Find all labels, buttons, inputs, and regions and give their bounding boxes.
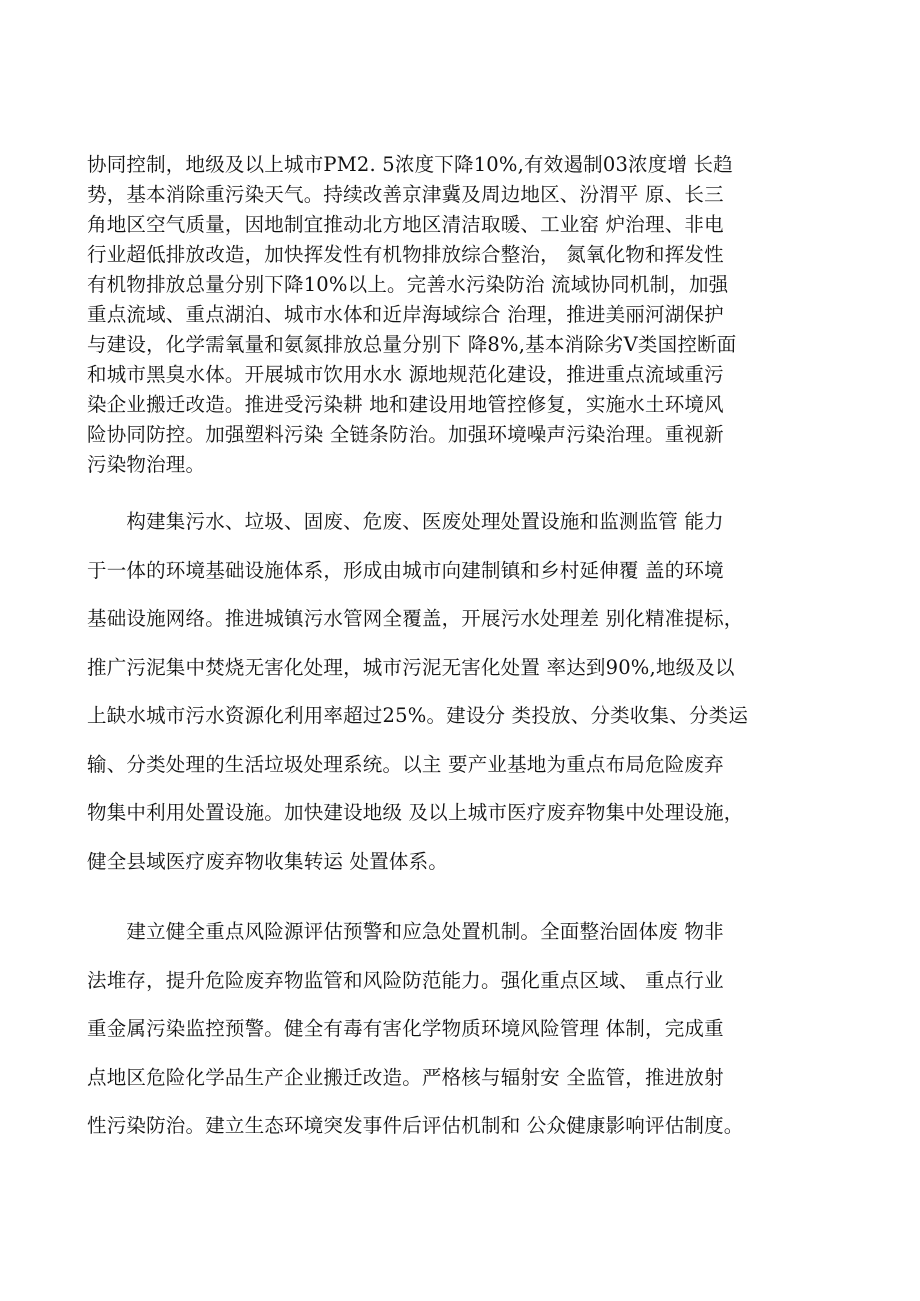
text-line: 污染物治理。 [87,453,206,476]
text-line: 法堆存，提升危险废弃物监管和风险防范能力。强化重点区域、 重点行业 [87,968,724,992]
text-line: 构建集污水、垃圾、固废、危废、医废处理处置设施和监测监管 能力 [87,510,724,533]
text-line: 势，基本消除重污染天气。持续改善京津冀及周边地区、汾渭平 原、长三 [87,183,724,206]
text-line: 险协同防控。加强塑料污染 全链条防治。加强环境噪声污染治理。重视新 [87,423,724,446]
text-line: 健全县域医疗废弃物收集转运 处置体系。 [87,849,448,873]
text-line: 有机物排放总量分别下降10%以上。完善水污染防治 流域协同机制，加强 [87,273,729,296]
paragraph-air-water-pollution [87,150,847,480]
paragraph-risk-management [87,908,847,1151]
text-line: 上缺水城市污水资源化利用率超过25%。建设分 类投放、分类收集、分类运 [87,704,749,727]
text-line: 物集中利用处置设施。加快建设地级 及以上城市医疗废弃物集中处理设施， [87,801,744,824]
text-line: 行业超低排放改造，加快挥发性有机物排放综合整治， 氮氧化物和挥发性 [87,243,724,266]
text-line: 点地区危险化学品生产企业搬迁改造。严格核与辐射安 全监管，推进放射 [87,1065,724,1089]
text-line: 角地区空气质量，因地制宜推动北方地区清洁取暖、工业窑 炉治理、非电 [87,213,724,236]
text-line: 输、分类处理的生活垃圾处理系统。以主 要产业基地为重点布局危险废弃 [87,752,724,776]
paragraph-infrastructure [87,498,847,886]
text-line: 与建设，化学需氧量和氨氮排放总量分别下 降8%,基本消除劣V类国控断面 [87,333,737,356]
text-line: 重金属污染监控预警。健全有毒有害化学物质环境风险管理 体制，完成重 [87,1017,724,1040]
text-line: 推广污泥集中焚烧无害化处理，城市污泥无害化处置 率达到90%,地级及以 [87,655,735,679]
text-line: 染企业搬迁改造。推进受污染耕 地和建设用地管控修复，实施水土环境风 [87,393,724,416]
text-line: 基础设施网络。推进城镇污水管网全覆盖，开展污水处理差 别化精准提标， [87,607,744,630]
text-line: 重点流域、重点湖泊、城市水体和近岸海域综合 治理，推进美丽河湖保护 [87,303,724,326]
text-line: 和城市黑臭水体。开展城市饮用水水 源地规范化建设，推进重点流域重污 [87,363,724,386]
text-line: 建立健全重点风险源评估预警和应急处置机制。全面整治固体废 物非 [87,920,724,943]
text-line: 性污染防治。建立生态环境突发事件后评估机制和 公众健康影响评估制度。 [87,1114,744,1137]
text-line: 协同控制，地级及以上城市PM2. 5浓度下降10%,有效遏制03浓度增 长趋 [87,153,733,176]
text-line: 于一体的环境基础设施体系，形成由城市向建制镇和乡村延伸覆 盖的环境 [87,558,724,582]
